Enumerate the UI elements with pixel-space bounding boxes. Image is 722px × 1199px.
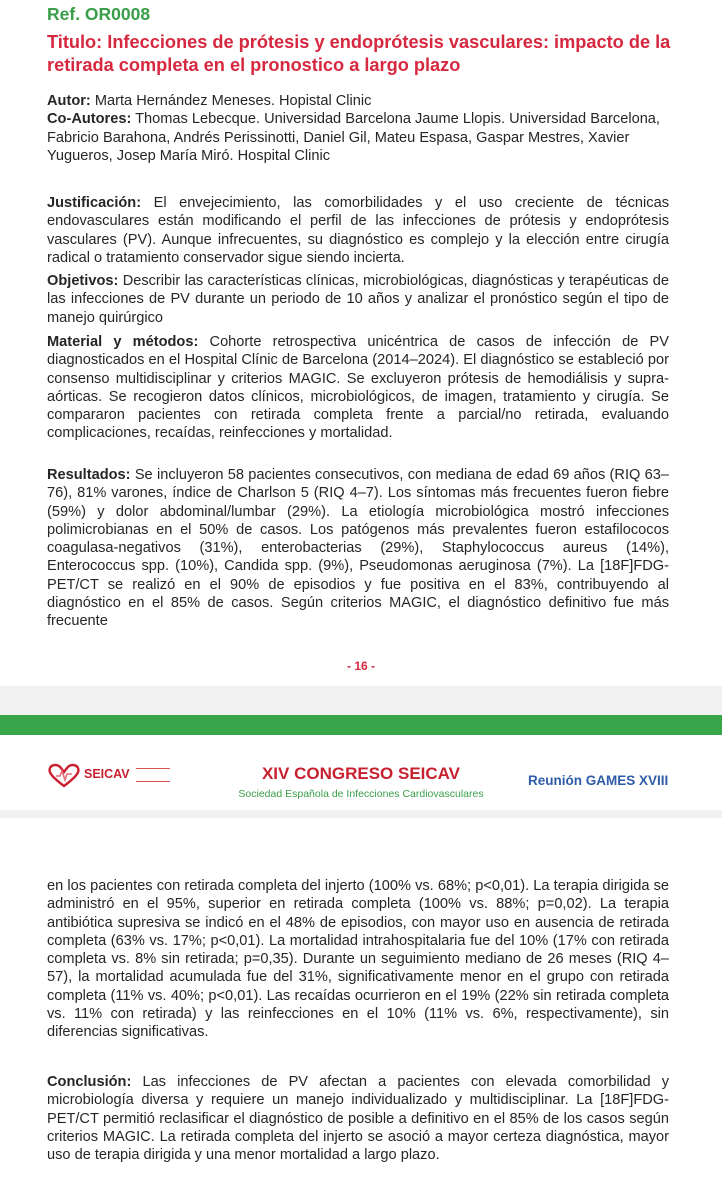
- logo-text: SEICAV: [84, 767, 130, 781]
- abstract-title: Titulo: Infecciones de prótesis y endoprótesis vasculares: impacto de la retirada completa en el pronostico a largo plazo: [47, 32, 671, 75]
- green-band: [0, 715, 722, 735]
- results-label: Resultados:: [47, 467, 131, 483]
- objectives-text: Describir las características clínicas, microbiológicas, diagnósticas y terapéuticas de las infecciones de PV durante un periodo de 10 años y analizar el pronóstico según el tipo de manejo quirúrgico: [47, 273, 670, 326]
- congress-title: XIV CONGRESO SEICAV: [261, 764, 461, 783]
- objectives-label: Objetivos:: [47, 273, 119, 289]
- page-number: - 16 -: [346, 659, 375, 673]
- justification-paragraph: [47, 194, 669, 267]
- authors-block: [47, 92, 677, 165]
- coauthors-text: Thomas Lebecque. Universidad Barcelona Jaume Llopis. Universidad Barcelona, Fabricio Barahona, Andrés Perissinotti, Daniel Gil, Mateu Espasa, Gaspar Mestres, Xavier Yugueros, Josep María Miró. Hospital Clinic: [47, 111, 660, 164]
- results-text-part2: en los pacientes con retirada completa del injerto (100% vs. 68%; p<0,01). La terapia dirigida se administró en el 95%, superior en retirada completa (100% vs. 88%; p=0,02). La terapia antibiótica supresiva se indicó en el 48% de episodios, con mayor uso en ausencia de retirada completa (63% vs. 17%; p<0,01). La mortalidad intrahospitalaria fue del 10% (17% con retirada completa vs. 8% sin retirada; p=0,35). Durante un seguimiento mediano de 26 meses (RIQ 4–57), la mortalidad acumulada fue del 31%, significativamente menor en el grupo con retirada completa (11% vs. 40%; p<0,01). Las recaídas ocurrieron en el 19% (22% sin retirada completa vs. 11% con retirada) y las reinfecciones en el 10% (11% vs. 6%, respectivamente), sin diferencias significativas.: [47, 878, 669, 1041]
- conclusion-label: Conclusión:: [47, 1074, 132, 1090]
- conclusion-paragraph: [47, 1073, 669, 1164]
- justification-text: El envejecimiento, las comorbilidades y el uso creciente de técnicas endovasculares están modificando el perfil de las infecciones de prótesis y endoprótesis vasculares (PV). Aunque infrecuentes, su diagnóstico es complejo y la elección entre cirugía radical o tratamiento conservador sigue siendo incierta.: [47, 195, 669, 266]
- meeting-name: Reunión GAMES XVIII: [528, 773, 669, 788]
- society-name: Sociedad Española de Infecciones Cardiovasculares: [238, 788, 484, 800]
- results-paragraph-part2: [47, 877, 669, 1042]
- results-text-part1: Se incluyeron 58 pacientes consecutivos, con mediana de edad 69 años (RIQ 63–76), 81% varones, índice de Charlson 5 (RIQ 4–7). Los síntomas más frecuentes fueron fiebre (59%) y dolor abdominal/lumbar (29%). La etiología microbiológica mostró infecciones polimicrobianas en el 50% de casos. Los patógenos más prevalentes fueron estafilococos coagulasa-negativos (31%), enterobacterias (29%), Staphylococcus aureus (14%), Enterococcus spp. (10%), Candida spp. (9%), Pseudomonas aeruginosa (7%). La [18F]FDG-PET/CT se realizó en el 90% de episodios y fue positiva en el 83%, contribuyendo al diagnóstico en el 85% de casos. Según criterios MAGIC, el diagnóstico definitivo fue más frecuente: [47, 467, 670, 630]
- methods-paragraph: [47, 333, 669, 443]
- author-text: Marta Hernández Meneses. Hopistal Clinic: [94, 93, 372, 109]
- objectives-paragraph: [47, 272, 669, 327]
- coauthors-label: Co-Autores:: [47, 111, 132, 128]
- reference-code: Ref. OR0008: [47, 4, 151, 24]
- justification-label: Justificación:: [47, 195, 142, 211]
- results-paragraph-part1: [47, 466, 669, 631]
- author-label: Autor:: [47, 93, 91, 109]
- methods-label: Material y métodos:: [47, 334, 199, 350]
- methods-text: Cohorte retrospectiva unicéntrica de casos de infección de PV diagnosticados en el Hospital Clínic de Barcelona (2014–2024). El diagnóstico se estableció por consenso multidisciplinar y criterios MAGIC. Se excluyeron prótesis de hemodiálisis y supra-aórticas. Se recogieron datos clínicos, microbiológicos, de imagen, tratamiento y cirugía. Se compararon pacientes con retirada completa frente a parcial/no retirada, evaluando complicaciones, recaídas, reinfecciones y mortalidad.: [47, 334, 669, 442]
- conclusion-text: Las infecciones de PV afectan a pacientes con elevada comorbilidad y microbiología diversa y requiere un manejo individualizado y multidisciplinar. La [18F]FDG-PET/CT permitió reclasificar el diagnóstico de posible a definitivo en el 85% de los casos según criterios MAGIC. La retirada completa del injerto se asoció a mayor certeza diagnóstica, mayor uso de terapia dirigida y una menor mortalidad a largo plazo.: [47, 1074, 669, 1164]
